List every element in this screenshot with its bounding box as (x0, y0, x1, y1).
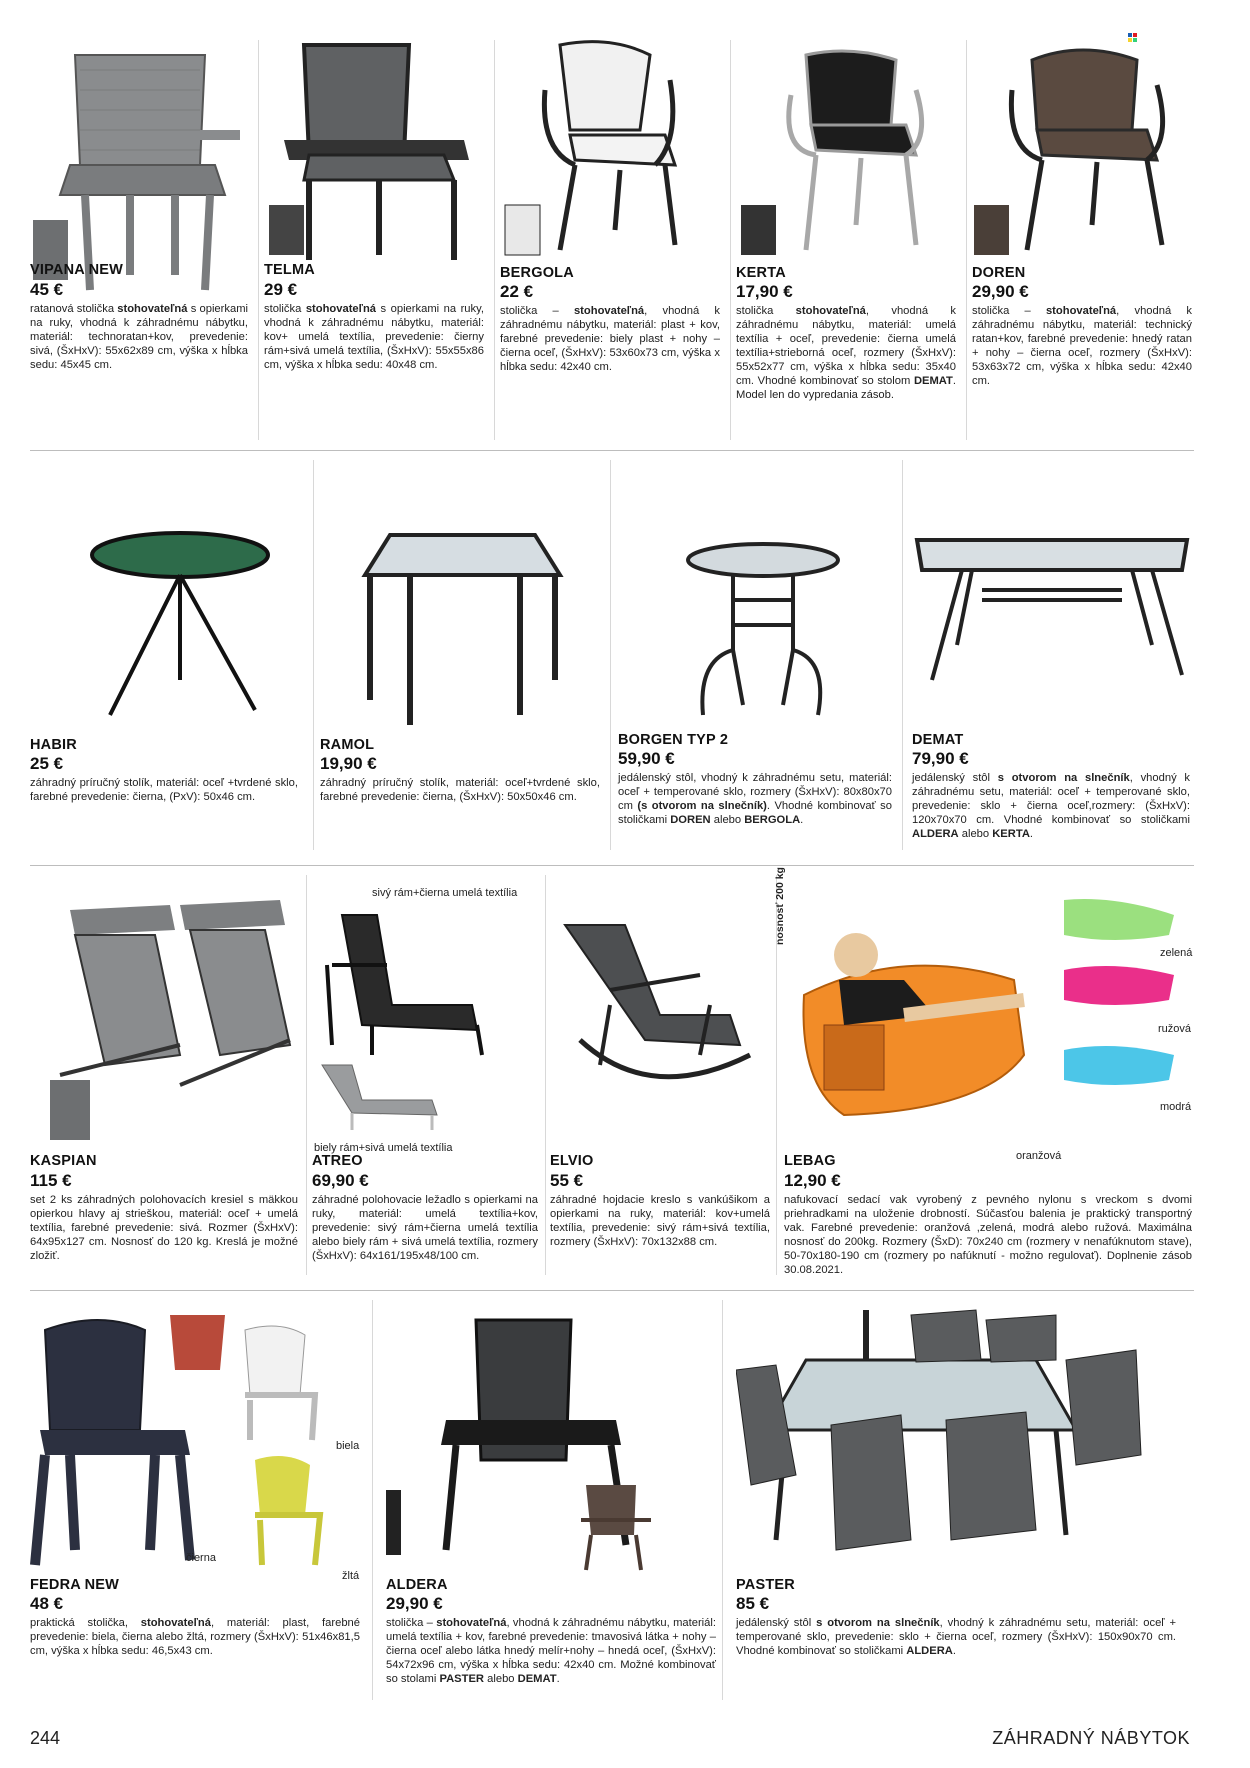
paster-set-image (736, 1300, 1194, 1575)
elvio-rocker-image (550, 915, 772, 1135)
telma-name: TELMA (264, 262, 315, 278)
product-fedra (30, 1300, 366, 1700)
product-ramol (320, 460, 604, 860)
fedra-name: FEDRA NEW (30, 1577, 120, 1593)
lebag-color-green: zelená (1160, 947, 1193, 959)
telma-chair-image (264, 40, 488, 265)
elvio-description: záhradné hojdacie kreslo s vankúšikom a opierkami na ruky, materiál: kov+umelá textília, prevedenie: sivý rám+sivá textília, rozmery (ŠxHxV): 70x132x88 cm. (550, 1194, 770, 1248)
bergola-description: stolička – stohovateľná, vhodná k záhradnému nábytku, materiál: plast + kov, farebné prevedenie: biely plast + nohy – čierna oceľ, (ŠxHxV): 53x60x73 cm, výška x hĺbka sedu: 42x40 cm. (500, 305, 720, 373)
fedra-color-white: biela (336, 1440, 360, 1452)
atreo-lounger-image (312, 905, 540, 1145)
atreo-variant-bottom-label: biely rám+sivá umelá textília (314, 1142, 453, 1154)
divider (30, 450, 1194, 451)
product-atreo (312, 885, 540, 1285)
lebag-image (784, 885, 1194, 1145)
fedra-description: praktická stolička, stohovateľná, materiál: plast, farebné prevedenie: biela, čierna alebo žltá, rozmery (ŠxHxV): 51x46x81,5 cm, výška x hĺbka sedu: 46,5x43 cm. (30, 1617, 360, 1657)
ramol-description: záhradný príručný stolík, materiál: oceľ+tvrdené sklo, farebné prevedenie: čierna, (ŠxHxV): 50x50x46 cm. (320, 777, 600, 803)
aldera-name: ALDERA (386, 1577, 448, 1593)
doren-name: DOREN (972, 265, 1026, 281)
bergola-chair-image (500, 40, 724, 265)
lebag-description: nafukovací sedací vak vyrobený z pevného nylonu s vreckom s dvomi priehradkami na uloženie drobností. Súčasťou balenia je praktický transportný vak. Farebné prevedenie: oranžová ,zelená, modrá alebo ružová. Maximálna nosnosť do 200kg. Rozmery (ŠxD): 70x240 cm (rozmery v nenafúknutom stave), 50-70x180-190 cm (rozmery po nafúknutí - možno regulovať). Doplnenie zásob 30.08.2021. (784, 1194, 1192, 1276)
doren-description: stolička – stohovateľná, vhodná k záhradnému nábytku, materiál: technický ratan+kov, farebné prevedenie: hnedý ratan + nohy – čierna oceľ, rozmery (ŠxHxV): 53x63x72 cm, výška x hĺbka sedu: 42x40 cm. (972, 305, 1192, 387)
atreo-description: záhradné polohovacie ležadlo s opierkami na ruky, materiál: umelá textília+kov, prevedenie: sivý rám+čierna umelá textília alebo biely rám + sivá umelá textília, rozmery (ŠxHxV): 64x161/195x48/100 cm. (312, 1194, 538, 1262)
aldera-chairs-image (386, 1310, 716, 1575)
vipana-description: ratanová stolička stohovateľná s opierkami na ruky, vhodná k záhradnému nábytku, materiál: technoratan+kov, prevedenie: sivá, (ŠxHxV): 55x62x89 cm, výška x hĺbka sedu: 45x45 cm. (30, 303, 248, 371)
lebag-price: 12,90 € (784, 1171, 841, 1190)
divider (30, 1290, 1194, 1291)
bergola-name: BERGOLA (500, 265, 574, 281)
product-doren (972, 40, 1194, 440)
habir-price: 25 € (30, 754, 64, 773)
atreo-name: ATREO (312, 1153, 363, 1169)
kerta-chair-image (736, 40, 960, 265)
borgen-description: jedálenský stôl, vhodný k záhradnému setu, materiál: oceľ + temperované sklo, rozmery (ŠxHxV): 80x80x70 cm (s otvorom na slnečník). Vhodné kombinovať so stoličkami DOREN alebo BERGOLA. (618, 772, 892, 826)
product-demat (912, 460, 1194, 860)
elvio-price: 55 € (550, 1171, 584, 1190)
habir-description: záhradný príručný stolík, materiál: oceľ +tvrdené sklo, farebné prevedenie: čierna, (PxV): 50x46 cm. (30, 777, 298, 803)
divider (545, 875, 546, 1275)
divider (722, 1300, 723, 1700)
product-aldera (386, 1300, 716, 1700)
product-paster (736, 1300, 1194, 1700)
paster-price: 85 € (736, 1594, 770, 1613)
fedra-price: 48 € (30, 1594, 64, 1613)
elvio-name: ELVIO (550, 1153, 594, 1169)
section-title: ZÁHRADNÝ NÁBYTOK (992, 1728, 1190, 1748)
bergola-price: 22 € (500, 282, 534, 301)
habir-table-image (30, 530, 306, 730)
demat-description: jedálenský stôl s otvorom na slnečník, vhodný k záhradnému setu, materiál: oceľ + temperované sklo, prevedenie: sklo + čierna oceľ,rozmery: (ŠxHxV): 120x70x70 cm. Vhodné kombinovať so stoličkami ALDERA alebo KERTA. (912, 772, 1190, 840)
vipana-name: VIPANA NEW (30, 262, 124, 278)
divider (306, 875, 307, 1275)
paster-description: jedálenský stôl s otvorom na slnečník, vhodný k záhradnému setu, materiál: oceľ + temperované sklo, prevedenie: sklo + čierna oceľ, rozmery (ŠxHxV): 150x90x70 cm. Vhodné kombinovať so stoličkami ALDERA. (736, 1617, 1177, 1657)
vipana-price: 45 € (30, 280, 64, 299)
product-kaspian (30, 885, 300, 1285)
habir-name: HABIR (30, 737, 77, 753)
kaspian-name: KASPIAN (30, 1153, 97, 1169)
telma-price: 29 € (264, 280, 298, 299)
kerta-description: stolička stohovateľná, vhodná k záhradnému nábytku, materiál: umelá textília + oceľ, prevedenie: čierna umelá textília+strieborná oceľ, rozmery (ŠxHxV): 55x52x77 cm, výška x hĺbka sedu: 35x40 cm. Vhodné kombinovať so stolom DEMAT. Model len do vypredania zásob. (736, 305, 957, 401)
borgen-name: BORGEN TYP 2 (618, 732, 729, 748)
kaspian-description: set 2 ks záhradných polohovacích kresiel s mäkkou opierkou hlavy aj strieškou, materiál: oceľ + umelá textília, farebné prevedenie: sivá. Rozmer (ŠxHxV): 64x95x127 cm. Nosnosť do 120 kg. Kreslá je možné zložiť. (30, 1194, 298, 1262)
page-number: 244 (30, 1728, 61, 1748)
lebag-color-orange: oranžová (1016, 1150, 1062, 1162)
product-elvio (550, 885, 772, 1285)
product-bergola (500, 40, 724, 440)
divider (258, 40, 259, 440)
kaspian-price: 115 € (30, 1171, 72, 1190)
fedra-chairs-image (30, 1310, 366, 1575)
divider (372, 1300, 373, 1700)
divider (730, 40, 731, 440)
product-telma (264, 40, 488, 440)
atreo-variant-top-label: sivý rám+čierna umelá textília (372, 887, 518, 899)
aldera-description: stolička – stohovateľná, vhodná k záhradnému nábytku, materiál: umelá textília + kov, farebné prevedenie: tmavosivá látka + nohy – čierna oceľ alebo látka hnedý melír+nohy – hnedá oceľ, (ŠxHxV): 54x72x96 cm, výška x hĺbka sedu: 42x40 cm. Možné kombinovať so stolami PASTER alebo DEMAT. (386, 1617, 716, 1685)
paster-name: PASTER (736, 1577, 795, 1593)
product-vipana (30, 40, 250, 440)
fedra-color-black: čierna (186, 1552, 216, 1564)
fedra-color-yellow: žltá (342, 1570, 360, 1582)
kerta-price: 17,90 € (736, 282, 793, 301)
product-habir (30, 460, 306, 860)
aldera-price: 29,90 € (386, 1594, 443, 1613)
doren-price: 29,90 € (972, 282, 1029, 301)
lebag-name: LEBAG (784, 1153, 836, 1169)
ramol-name: RAMOL (320, 737, 375, 753)
divider (902, 460, 903, 850)
borgen-table-image (618, 540, 896, 730)
demat-name: DEMAT (912, 732, 964, 748)
borgen-price: 59,90 € (618, 749, 675, 768)
kaspian-loungers-image (30, 895, 300, 1145)
divider (313, 460, 314, 850)
ramol-table-image (320, 530, 604, 730)
product-borgen (618, 460, 896, 860)
atreo-price: 69,90 € (312, 1171, 369, 1190)
vipana-chair-image (30, 45, 250, 295)
product-kerta (736, 40, 960, 440)
divider (494, 40, 495, 440)
kerta-name: KERTA (736, 265, 786, 281)
doren-chair-image (972, 40, 1194, 265)
lebag-color-blue: modrá (1160, 1101, 1192, 1113)
product-lebag (774, 867, 1194, 1285)
divider (30, 865, 1194, 866)
telma-description: stolička stohovateľná s opierkami na ruky, vhodná k záhradnému nábytku, materiál: kov+ umelá textília, prevedenie: čierny rám+sivá umelá textília, (ŠxHxV): 55x55x86 cm, výška x hĺbka sedu: 40x48 cm. (264, 303, 484, 371)
demat-table-image (912, 530, 1194, 730)
lebag-color-pink: ružová (1158, 1023, 1192, 1035)
divider (966, 40, 967, 440)
lebag-capacity-label: nosnosť 200 kg (774, 867, 786, 945)
ramol-price: 19,90 € (320, 754, 377, 773)
demat-price: 79,90 € (912, 749, 969, 768)
divider (610, 460, 611, 850)
